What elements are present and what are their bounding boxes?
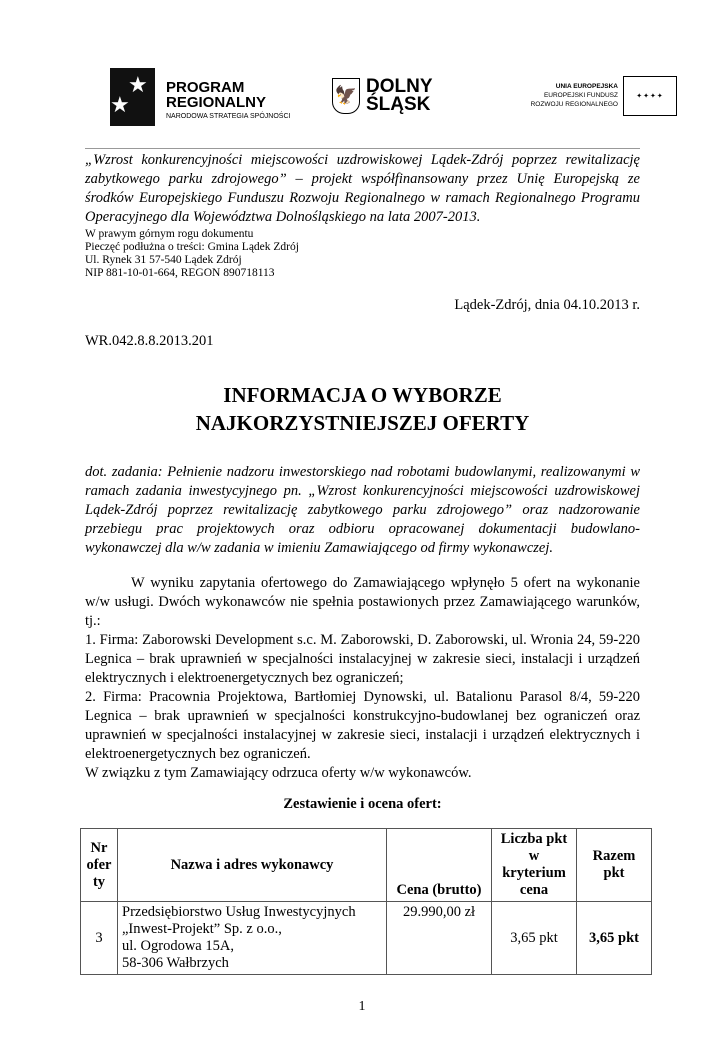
project-statement: „Wzrost konkurencyjności miejscowości uzdrowiskowej Lądek-Zdrój poprzez rewitalizację zabytkowego parku zdrojowego” – projekt współfinansowany przez Unię Europejską ze środków Europejskiego Funduszu Rozwoju Regionalnego w ramach Regionalnego Programu Operacyjnego dla Województwa Dolnośląskiego na lata 2007-2013.	[85, 152, 640, 225]
eu-logo-text: UNIA EUROPEJSKA EUROPEJSKI FUNDUSZ ROZWOJU REGIONALNEGO	[530, 83, 618, 108]
points-cell: 3,65 pkt	[492, 902, 577, 975]
document-title: INFORMACJA O WYBORZE NAJKORZYSTNIEJSZEJ OFERTY	[195, 383, 530, 435]
table-caption: Zestawienie i ocena ofert:	[283, 796, 442, 812]
offers-table-wrapper	[80, 828, 652, 975]
offers-table	[80, 828, 652, 975]
header-points: Liczba pkt w kryterium cena	[492, 829, 577, 902]
offer-number-cell: 3	[81, 902, 118, 975]
program-regionalny-logo	[110, 68, 155, 126]
logo-bar	[110, 68, 664, 128]
header-name: Nazwa i adres wykonawcy	[118, 829, 387, 902]
document-date: Lądek-Zdrój, dnia 04.10.2013 r.	[454, 297, 640, 313]
header-price: Cena (brutto)	[387, 829, 492, 902]
star-icon: ★	[128, 72, 148, 97]
table-header-row	[81, 829, 652, 902]
total-cell: 3,65 pkt	[577, 902, 652, 975]
contractor-cell: Przedsiębiorstwo Usług Inwestycyjnych „Inwest-Projekt” Sp. z o.o., ul. Ogrodowa 15A, 58-306 Wałbrzych	[118, 902, 387, 975]
subject: dot. zadania: Pełnienie nadzoru inwestorskiego nad robotami budowlanymi, realizowanymi w ramach zadania inwestycyjnego pn. „Wzrost konkurencyjności miejscowości uzdrowiskowej Lądek-Zdrój poprzez rewitalizację zabytkowego parku zdrojowego” oraz nadzorowanie przebiegu prac projektowych oraz odbioru opracowanej dokumentacji budowlano-wykonawczej dla w/w zadania w imieniu Zamawiającego od firmy wykonawczej.	[85, 464, 640, 556]
eagle-crest-icon: 🦅	[332, 78, 360, 114]
reference-number: WR.042.8.8.2013.201	[85, 333, 214, 349]
price-cell: 29.990,00 zł	[387, 902, 492, 975]
table-row	[81, 902, 652, 975]
header-divider	[85, 148, 640, 149]
eu-flag-icon: ✦✦✦✦	[623, 76, 677, 116]
program-regionalny-subtitle: NARODOWA STRATEGIA SPÓJNOŚCI	[166, 113, 291, 120]
program-regionalny-text: PROGRAM REGIONALNY	[166, 79, 267, 111]
body: W wyniku zapytania ofertowego do Zamawiającego wpłynęło 5 ofert na wykonanie w/w usługi. Dwóch wykonawców nie spełnia postawionych przez Zamawiającego warunków, tj.: 1. Firma: Zaborowski Development s.c. M. Zaborowski, D. Zaborowski, ul. Wronia 24, 59-220 Legnica – brak uprawnień w specjalności instalacyjnej w zakresie sieci, instalacji i urządzeń elektrycznych i elektroenergetycznych bez ograniczeń; 2. Firma: Pracownia Projektowa, Bartłomiej Dynowski, ul. Batalionu Parasol 8/4, 59-220 Legnica – brak uprawnień w specjalności konstrukcyjno-budowlanej bez ograniczeń oraz uprawnień w specjalności instalacyjnej w zakresie sieci, instalacji i urządzeń elektrycznych i elektroenergetycznych bez ograniczeń. W związku z tym Zamawiający odrzuca oferty w/w wykonawców.	[85, 575, 640, 781]
header-nr: Nr ofer ty	[81, 829, 118, 902]
dolny-slask-logo: DOLNY ŚLĄSK	[366, 76, 433, 115]
stamp-note: W prawym górnym rogu dokumentu Pieczęć podłużna o treści: Gmina Lądek Zdrój Ul. Rynek 31 57-540 Lądek Zdrój NIP 881-10-01-664, REGON 890718113	[85, 228, 299, 279]
star-icon: ★	[110, 92, 130, 117]
page-number: 1	[358, 999, 366, 1014]
header-total: Razem pkt	[577, 829, 652, 902]
